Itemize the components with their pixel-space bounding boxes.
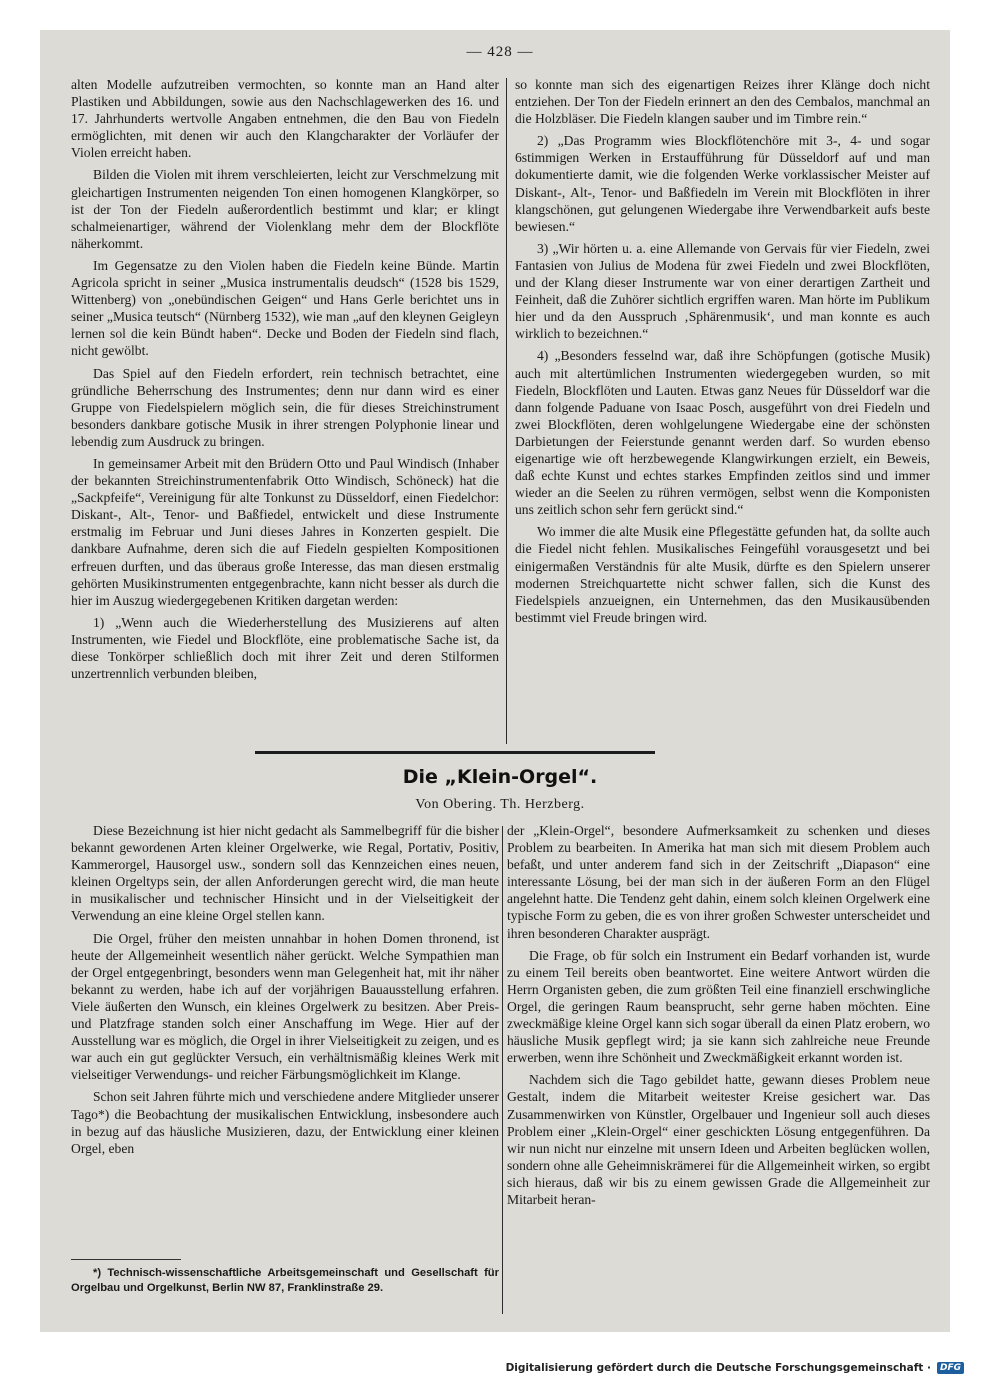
paragraph: Die Frage, ob für solch ein Instrument ein Bedarf vorhanden ist, wurde zu einem Teil bereits oben beantwortet. Eine weitere Antwort würden die Herrn Organisten geben, die zum größten Teil eine finanziell erschwingliche Orgel, die geringen Raum beansprucht, sehr gerne haben möchten. Eine zweckmäßige kleine Orgel kann sich sogar überall da einen Platz erobern, wo häusliche Musik gepflegt wird; ja sie kann sich zahlreiche neue Freunde erwerben, wenn ihre Schönheit und Zweckmäßigkeit erkannt worden ist. — [507, 947, 930, 1066]
article-left-column — [71, 822, 499, 1162]
footnote — [71, 1266, 499, 1296]
dfg-logo: DFG — [937, 1362, 964, 1374]
paragraph: Nachdem sich die Tago gebildet hatte, gewann dieses Problem neue Gestalt, indem die Mitarbeit weitester Kreise gesichert war. Das Zusammenwirken von Künstler, Orgelbauer und Ingenieur soll auch dieses Problem einer „Klein-Orgel“ einer geschickten Lösung entgegenführen. Da wir nun nicht nur einzelne mit unsern Ideen und Arbeiten beglücken wollen, sondern ohne alle Geheimniskrämerei für die Allgemeinheit wirken, so ergibt sich hieraus, daß wir bis zu einem gewissen Grade die Allgemeinheit zur Mitarbeit heran- — [507, 1072, 930, 1207]
upper-left-column — [71, 76, 499, 687]
paragraph: Im Gegensatze zu den Violen haben die Fiedeln keine Bünde. Martin Agricola spricht in seiner „Musica instrumentalis deudsch“ (1528 bis 1529, Wittenberg) von „onebündischen Geigen“ und Hans Gerle berichtet uns in seiner „Musica teutsch“ (Nürnberg 1532), wie man „auf den kleynen Geigleyn lernen sol die kein Bündt haben“. Decke und Boden der Fiedeln sind flach, nicht gewölbt. — [71, 257, 499, 359]
paragraph: Wo immer die alte Musik eine Pflegestätte gefunden hat, da sollte auch die Fiedel nicht fehlen. Musikalisches Feingefühl vorausgesetzt und bei einigermaßen Verständnis für alte Musik, dürfte es den Spielern unserer modernen Streichquartette nicht schwer fallen, sich die Kunst des Fiedelspiels anzueignen, ein Unternehmen, das den Musikausübenden bestimmt viel Freude bringen wird. — [515, 524, 930, 625]
paragraph: In gemeinsamer Arbeit mit den Brüdern Otto und Paul Windisch (Inhaber der bekannten Streichinstrumentenfabrik Otto Windisch, Schöneck) hat die „Sackpfeife“, Vereinigung für alte Tonkunst zu Düsseldorf, einen Fiedelchor: Diskant-, Alt-, Tenor- und Baßfiedel, entwickelt und diese Instrumente erstmalig im Februar und Juni dieses Jahres in Konzerten gespielt. Die dankbare Aufnahme, deren sich die auf Fiedeln gespielten Kompositionen erfreuen durften, und das überaus große Interesse, das man diesen erstmalig gehörten Musikinstrumenten entgegenbrachte, kann nicht besser als durch die hier im Auszug wiedergegebenen Kritiken dargetan werden: — [71, 455, 499, 608]
footnote-text: *) Technisch-wissenschaftliche Arbeitsgemeinschaft und Gesellschaft für Orgelbau und Orgelkunst, Berlin NW 87, Franklinstraße 29. — [71, 1267, 499, 1294]
digitization-credit — [506, 1362, 964, 1374]
paragraph: Das Spiel auf den Fiedeln erfordert, rein technisch betrachtet, eine gründliche Beherrschung des Instrumentes; denn nur dann wird es einer Gruppe von Fiedelspielern möglich sein, die für dieses Streichinstrument besonders dankbare gotische Musik in ihrer strengen Polyphonie linear und lebendig zum Ausdruck zu bringen. — [71, 365, 499, 449]
paragraph: Bilden die Violen mit ihrem verschleierten, leicht zur Verschmelzung mit gleichartigen Instrumenten neigenden Ton einen homogenen Klangkörper, so ist der Ton der Fiedeln außerordentlich bestimmt und klar; er klingt schalmeienartiger, während der Violenklang mehr dem der Blockflöte näherkommt. — [71, 167, 499, 251]
paragraph: 1) „Wenn auch die Wiederherstellung des Musizierens auf alten Instrumenten, wie Fiedel und Blockflöte, eine problematische Sache ist, da diese Tonkörper schließlich doch mit ihrer Zeit und deren Stilformen unzertrennlich verbunden bleiben, — [71, 614, 499, 682]
column-divider-bottom — [502, 826, 503, 1314]
paragraph: 3) „Wir hörten u. a. eine Allemande von Gervais für vier Fiedeln, zwei Fantasien von Julius de Modena für zwei Fiedeln und zwei Blockflöten, und der Klang dieser Instrumente war von einer derartigen Zartheit und Feinheit, daß die Zuhörer sichtlich ergriffen waren. Man hörte im Publikum hier und da den Ausspruch ‚Sphärenmusik‘, und man konnte es auch wirklich to bezeichnen.“ — [515, 240, 930, 342]
paragraph: Schon seit Jahren führte mich und verschiedene andere Mitglieder unserer Tago*) die Beobachtung der musikalischen Entwicklung, insbesondere auch in bezug auf das häusliche Musizieren, dazu, der Entwicklung einer kleinen Orgel, eben — [71, 1089, 499, 1156]
article-title: Die „Klein-Orgel“. — [402, 766, 598, 788]
paragraph: Die Orgel, früher den meisten unnahbar in hohen Domen thronend, ist heute der Allgemeinheit wesentlich näher gerückt. Welche Sympathien man der Orgel entgegenbringt, besonders wenn man Gelegenheit hat, mit ihr näher bekannt zu werden, habe ich auf der vorjährigen Bauausstellung erfahren. Viele äußerten den Wunsch, ein kleines Orgelwerk zu besitzen. Aber Preis- und Platzfrage standen solch einer Anschaffung im Wege. Hier auf der Ausstellung war es möglich, die Orgel in ihrer Vielseitigkeit zu zeigen, und es war auch ein gut geglückter Versuch, ein verhältnismäßig kleines Werk mit vielseitiger Verwendungs- und reicher Färbungsmöglichkeit im Klange. — [71, 930, 499, 1083]
paragraph: der „Klein-Orgel“, besondere Aufmerksamkeit zu schenken und dieses Problem zu bearbeiten. In Amerika hat man sich mit diesem Problem auch befaßt, und unter anderem fand sich in der Zeitschrift „Diapason“ eine interessante Lösung, bei der man sich in der äußeren Form an den Flügel angelehnt hatte. Die Tendenz geht dahin, einem solch kleinen Orgelwerk eine typische Form zu geben, die es von ihrer großen Schwester unterscheidet und ihren besonderen Charakter ausprägt. — [507, 823, 930, 941]
footnote-rule — [71, 1259, 181, 1260]
page-number: — 428 — — [466, 44, 534, 60]
paragraph: Diese Bezeichnung ist hier nicht gedacht als Sammelbegriff für die bisher bekannt gewordenen Arten kleiner Orgelwerke, wie Regal, Portativ, Positiv, Kammerorgel, Hausorgel usw., sondern soll das Kennzeichen eines neuen, kleinen Orgeltyps sein, der allen Anforderungen gerecht wird, die man heute in musikalischer und technischer Hinsicht und in der Vielseitigkeit der Verwendung an eine kleine Orgel stellen kann. — [71, 823, 499, 924]
paragraph: so konnte man sich des eigenartigen Reizes ihrer Klänge doch nicht entziehen. Der Ton der Fiedeln erinnert an den des Cembalos, manchmal an die Holzbläser. Die Fiedeln klangen sauber und im Timbre rein.“ — [515, 77, 930, 127]
credit-text: Digitalisierung gefördert durch die Deutsche Forschungsgemeinschaft · — [505, 1362, 931, 1374]
paragraph: alten Modelle aufzutreiben vermochten, so konnte man an Hand alter Plastiken und Abbildungen, sowie aus den Nachschlagewerken des 16. und 17. Jahrhunderts wertvolle Angaben entnehmen, die den Bau von Fiedeln ermöglichten, mit denen wir auch den Klangcharakter der Vorläufer der Violen erreicht haben. — [71, 77, 499, 161]
article-right-column — [507, 822, 930, 1213]
paragraph: 2) „Das Programm wies Blockflötenchöre mit 3-, 4- und sogar 6stimmigen Werken in Erstaufführung für Düsseldorf auf und man dokumentierte damit, wie die folgenden Werke vorklassischer Meister auf Diskant-, Alt-, Tenor- und Baßfiedeln im Verein mit Blockflöten in ihrer klangschönen, gut gelungenen Wiedergabe ihre Verwendbarkeit aufs beste bewiesen.“ — [515, 133, 930, 234]
upper-right-column — [515, 76, 930, 631]
section-rule — [255, 751, 655, 754]
paragraph: 4) „Besonders fesselnd war, daß ihre Schöpfungen (gotische Musik) auch mit altertümlichen Instrumenten wiedergegeben wurden, so mit Fiedeln, Blockflöten und Lauten. Etwas ganz Neues für Düsseldorf war die dann folgende Paduane von Isaac Posch, ausgeführt von drei Fiedeln und zwei Blockflöten, deren wohlgelungene Wiedergabe eine der schönsten Darbietungen der Feierstunde genannt werden darf. So wurden ebenso eigenartige wie oft herzbewegende Klangwirkungen erzielt, ein Beweis, daß echte Kunst und echtes starkes Empfinden zeitlos sind und immer wieder an die Seelen zu rühren vermögen, selbst wenn die Komponisten uns zeitlich schon sehr fern gerückt sind.“ — [515, 348, 930, 518]
column-divider-top — [506, 78, 507, 744]
article-byline: Von Obering. Th. Herzberg. — [415, 797, 585, 812]
